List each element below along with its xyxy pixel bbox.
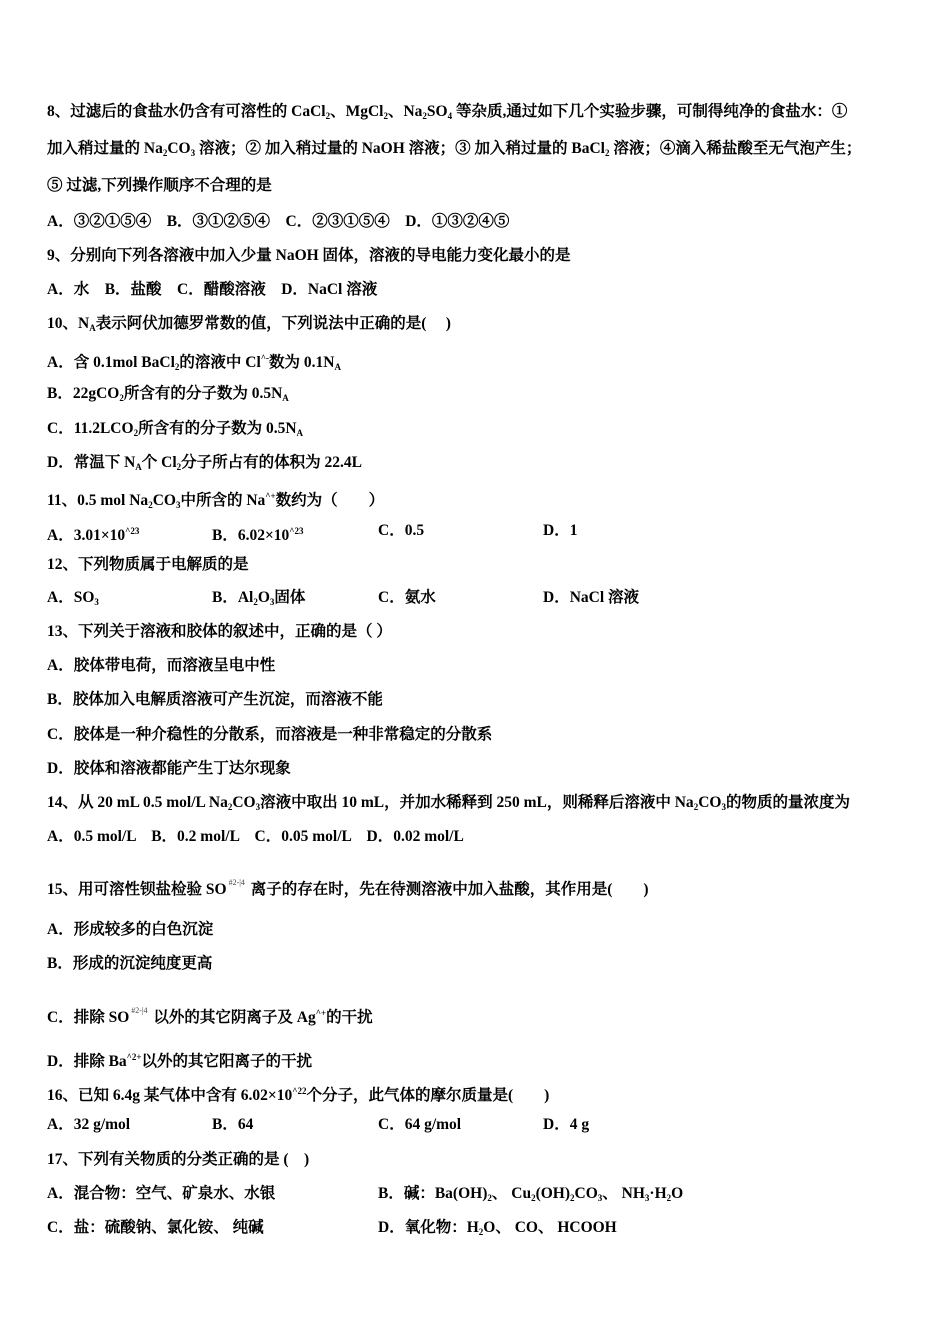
- text: 加入稍过量的 Na: [47, 140, 163, 157]
- text: 溶液；② 加入稍过量的 NaOH 溶液；③ 加入稍过量的 BaCl: [195, 140, 605, 157]
- text: 等杂质,通过如下几个实验步骤，可制得纯净的食盐水：①: [452, 103, 848, 120]
- subscript: 2: [422, 111, 427, 121]
- text: B．形成的沉淀纯度更高: [47, 955, 213, 972]
- text: B．Al: [212, 589, 254, 606]
- text: B．22gCO: [47, 385, 120, 402]
- text: D．1: [543, 522, 578, 539]
- text: 的干扰: [326, 1009, 373, 1026]
- subscript: 2: [570, 1193, 575, 1203]
- text: 17、下列有关物质的分类正确的是 ( ): [47, 1151, 310, 1168]
- subscript: 3: [190, 148, 196, 158]
- text: 中所含的 Na: [180, 492, 266, 509]
- text: 、Na: [387, 103, 423, 120]
- subscript: 2: [666, 1193, 672, 1203]
- text: 表示阿伏加德罗常数的值，下列说法中正确的是( ): [95, 315, 451, 332]
- text-line: [47, 384, 289, 408]
- text: D．排除 Ba: [47, 1053, 127, 1070]
- text: O: [257, 589, 270, 606]
- text-line: [47, 954, 212, 974]
- text: 的溶液中 Cl: [179, 354, 261, 371]
- text: 、MgCl: [330, 103, 384, 120]
- text: C．0.5: [378, 522, 425, 539]
- text: 个 Cl: [141, 454, 177, 471]
- superscript: ^+: [315, 1008, 327, 1018]
- subscript: 2: [133, 428, 139, 438]
- text: 13、下列关于溶液和胶体的叙述中，正确的是（ ）: [47, 623, 392, 640]
- text-line: [47, 453, 362, 477]
- subscript: A: [135, 462, 142, 472]
- answer-option: [378, 1115, 461, 1135]
- text-line: [47, 622, 392, 642]
- text: A．含 0.1mol BaCl: [47, 354, 175, 371]
- text: CO: [232, 794, 256, 811]
- subscript: 2: [478, 1227, 484, 1237]
- text-line: [47, 759, 291, 779]
- subscript: 2: [531, 1193, 536, 1203]
- text-line: [47, 555, 249, 575]
- text-line: [47, 827, 464, 847]
- superscript: ^23: [289, 526, 304, 536]
- text: 溶液中取出 10 mL，并加水稀释到 250 mL，则稀释后溶液中 Na: [260, 794, 694, 811]
- text: C．盐：硫酸钠、氯化铵、 纯碱: [47, 1219, 264, 1236]
- text: 、 NH: [602, 1185, 645, 1202]
- text: 8、过滤后的食盐水仍含有可溶性的 CaCl: [47, 103, 326, 120]
- text-line: [47, 656, 275, 676]
- text: C．64 g/mol: [378, 1116, 462, 1133]
- text: A．形成较多的白色沉淀: [47, 921, 214, 938]
- text: O: [671, 1185, 684, 1202]
- text: 数为 0.1N: [269, 354, 335, 371]
- text-line: [47, 280, 377, 300]
- text: 的物质的量浓度为: [725, 794, 850, 811]
- text: D．常温下 N: [47, 454, 136, 471]
- answer-option: [378, 521, 424, 541]
- text: C．氨水: [378, 589, 436, 606]
- text-line: [47, 102, 847, 126]
- answer-option: [212, 588, 305, 612]
- subscript: 2: [119, 393, 124, 403]
- subscript: 2: [604, 148, 610, 158]
- answer-option: [378, 1218, 617, 1242]
- text: ⑤ 过滤,下列操作顺序不合理的是: [47, 177, 272, 194]
- answer-option: [47, 1115, 130, 1135]
- text: 个分子，此气体的摩尔质量是( ): [306, 1087, 550, 1104]
- text-line: [47, 486, 384, 515]
- text-line: [47, 139, 861, 163]
- subscript: 2: [487, 1193, 492, 1203]
- superscript: ^-: [260, 353, 270, 363]
- superscript: ^22: [292, 1086, 307, 1096]
- text: A．③②①⑤④ B．③①②⑤④ C．②③①⑤④ D．①③②④⑤: [47, 213, 510, 230]
- text: CO: [152, 492, 176, 509]
- text: A．胶体带电荷，而溶液呈电中性: [47, 657, 276, 674]
- text: D．NaCl 溶液: [543, 589, 640, 606]
- answer-option: [543, 521, 577, 541]
- text: C．11.2LCO: [47, 420, 134, 437]
- text: A．混合物：空气、矿泉水、水银: [47, 1185, 276, 1202]
- subscript: 3: [597, 1193, 603, 1203]
- ion-charge: #2-|4: [131, 1006, 148, 1015]
- text: 11、0.5 mol Na: [47, 492, 149, 509]
- text: 、 Cu: [491, 1185, 532, 1202]
- text: 溶液；④滴入稀盐酸至无气泡产生；: [609, 140, 862, 157]
- text: A．32 g/mol: [47, 1116, 131, 1133]
- text: 离子的存在时，先在待测溶液中加入盐酸，其作用是( ): [246, 881, 649, 898]
- answer-option: [47, 521, 139, 546]
- ion-charge: #2-|4: [228, 878, 245, 887]
- text: C．胶体是一种介稳性的分散系，而溶液是一种非常稳定的分散系: [47, 726, 493, 743]
- subscript: 3: [175, 500, 181, 510]
- text-line: [47, 419, 303, 443]
- subscript: 2: [383, 111, 388, 121]
- text: 分子所占有的体积为 22.4L: [181, 454, 362, 471]
- answer-option: [378, 588, 436, 608]
- superscript: ^+: [265, 491, 276, 501]
- text: 所含有的分子数为 0.5N: [123, 385, 283, 402]
- text: B．64: [212, 1116, 254, 1133]
- text-line: [47, 246, 571, 266]
- text: 14、从 20 mL 0.5 mol/L Na: [47, 794, 228, 811]
- text: B．6.02×10: [212, 527, 290, 544]
- superscript: ^23: [125, 526, 140, 536]
- subscript: 2: [148, 500, 153, 510]
- text: SO: [426, 103, 448, 120]
- text-line: [47, 348, 341, 377]
- answer-option: [212, 1115, 253, 1135]
- answer-option: [543, 588, 639, 608]
- subscript: A: [282, 393, 289, 403]
- subscript: 3: [94, 597, 99, 607]
- subscript: 2: [162, 148, 168, 158]
- subscript: 4: [447, 111, 453, 121]
- text: D．胶体和溶液都能产生丁达尔现象: [47, 760, 291, 777]
- subscript: 2: [176, 462, 182, 472]
- superscript: ^2+: [126, 1052, 142, 1062]
- subscript: 3: [255, 802, 261, 812]
- subscript: A: [89, 323, 96, 333]
- subscript: A: [334, 362, 341, 372]
- text-line: [47, 314, 451, 338]
- text: 以外的其它阳离子的干扰: [141, 1053, 313, 1070]
- text: 12、下列物质属于电解质的是: [47, 556, 249, 573]
- text-line: [47, 212, 509, 232]
- text: 固体: [274, 589, 306, 606]
- text: D．氧化物：H: [378, 1219, 479, 1236]
- answer-option: [212, 521, 304, 546]
- text: CO: [574, 1185, 598, 1202]
- subscript: 2: [325, 111, 331, 121]
- text: CO: [698, 794, 722, 811]
- subscript: 3: [721, 802, 726, 812]
- text-line: [47, 793, 850, 817]
- text-line: [47, 1150, 309, 1170]
- subscript: A: [296, 428, 304, 438]
- text: 9、分别向下列各溶液中加入少量 NaOH 固体，溶液的导电能力变化最小的是: [47, 247, 571, 264]
- subscript: 2: [253, 597, 258, 607]
- answer-option: [378, 1184, 683, 1208]
- text: ·H: [649, 1185, 667, 1202]
- answer-option: [47, 588, 99, 612]
- text-line: [47, 1081, 549, 1106]
- text-line: [47, 690, 383, 710]
- text: A．水 B．盐酸 C．醋酸溶液 D．NaCl 溶液: [47, 281, 378, 298]
- answer-option: [47, 1184, 275, 1204]
- text: (OH): [535, 1185, 571, 1202]
- text: 16、已知 6.4g 某气体中含有 6.02×10: [47, 1087, 293, 1104]
- answer-option: [543, 1115, 589, 1135]
- text: CO: [167, 140, 191, 157]
- text: A．3.01×10: [47, 527, 126, 544]
- text-line: [47, 725, 492, 745]
- text: 15、用可溶性钡盐检验 SO: [47, 881, 227, 898]
- text: 所含有的分子数为 0.5N: [138, 420, 297, 437]
- text: C．排除 SO: [47, 1009, 130, 1026]
- answer-option: [47, 1218, 264, 1238]
- text-line: [47, 1001, 373, 1028]
- text-line: [47, 873, 649, 900]
- text: A．0.5 mol/L B．0.2 mol/L C．0.05 mol/L D．0.02 mol/L: [47, 828, 464, 845]
- text: B．碱：Ba(OH): [378, 1185, 488, 1202]
- subscript: 3: [269, 597, 275, 607]
- subscript: 2: [227, 802, 233, 812]
- text: 数约为（ ）: [275, 492, 385, 509]
- text: 10、N: [47, 315, 90, 332]
- text: D．4 g: [543, 1116, 590, 1133]
- subscript: 3: [644, 1193, 650, 1203]
- text: 以外的其它阴离子及 Ag: [149, 1009, 316, 1026]
- subscript: 2: [174, 362, 180, 372]
- text-line: [47, 176, 272, 196]
- text: B．胶体加入电解质溶液可产生沉淀，而溶液不能: [47, 691, 383, 708]
- text: O、 CO、 HCOOH: [483, 1219, 617, 1236]
- text: A．SO: [47, 589, 95, 606]
- subscript: 2: [693, 802, 699, 812]
- text-line: [47, 920, 213, 940]
- text-line: [47, 1047, 312, 1072]
